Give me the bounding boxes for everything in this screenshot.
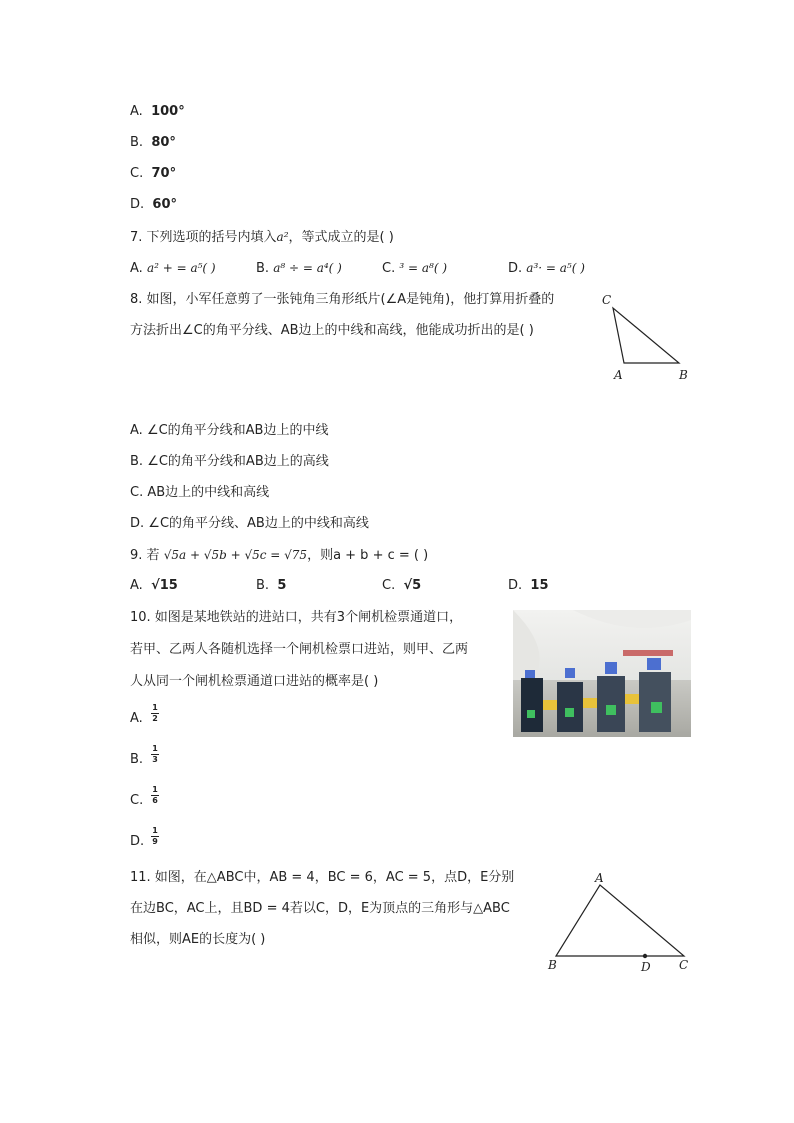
subway-gate-photo bbox=[513, 610, 691, 737]
q8-label-a: A bbox=[614, 368, 623, 382]
q7-stem: 7. 下列选项的括号内填入a²，等式成立的是( ) bbox=[130, 230, 394, 245]
q10-option-a: A. bbox=[130, 711, 143, 726]
q10-stem-line3: 人从同一个闸机检票通道口进站的概率是( ) bbox=[130, 674, 379, 689]
q6-option-b: B. 80° bbox=[130, 135, 176, 150]
q8-option-a: A. ∠C的角平分线和AB边上的中线 bbox=[130, 423, 329, 438]
q10-stem-line1: 10. 如图是某地铁站的进站口，共有3个闸机检票通道口， bbox=[130, 610, 463, 625]
q10-option-a-fraction: 1 2 bbox=[152, 703, 158, 723]
q8-triangle bbox=[613, 308, 679, 363]
q9-option-c: C. √5 bbox=[382, 578, 422, 593]
q10-option-d: D. bbox=[130, 834, 145, 849]
q10-option-c-fraction: 1 6 bbox=[152, 785, 158, 805]
q8-triangle-figure bbox=[596, 290, 696, 382]
q9-option-a: A. √15 bbox=[130, 578, 178, 593]
q11-triangle-figure bbox=[540, 868, 700, 978]
q8-stem-line2: 方法折出∠C的角平分线、AB边上的中线和高线，他能成功折出的是( ) bbox=[130, 323, 534, 338]
q8-option-c: C. AB边上的中线和高线 bbox=[130, 485, 270, 500]
q7-option-d: D. a³· = a⁵( ) bbox=[508, 261, 585, 276]
q6-option-a: A. 100° bbox=[130, 104, 185, 119]
q8-label-c: C bbox=[602, 293, 612, 307]
q10-option-d-fraction: 1 9 bbox=[152, 826, 158, 846]
q8-option-d: D. ∠C的角平分线、AB边上的中线和高线 bbox=[130, 516, 369, 531]
q11-stem-line2: 在边BC，AC上，且BD = 4若以C，D，E为顶点的三角形与△ABC bbox=[130, 901, 510, 916]
q10-stem-line2: 若甲、乙两人各随机选择一个闸机检票口进站，则甲、乙两 bbox=[130, 642, 469, 657]
q11-triangle bbox=[556, 885, 684, 956]
q10-option-b-fraction: 1 3 bbox=[152, 744, 158, 764]
q8-label-b: B bbox=[679, 368, 688, 382]
q6-option-c: C. 70° bbox=[130, 166, 177, 181]
q11-point-d bbox=[643, 954, 647, 958]
q7-option-b: B. a⁸ ÷ = a⁴( ) bbox=[256, 261, 342, 276]
q10-option-b: B. bbox=[130, 752, 144, 767]
q8-stem-line1: 8. 如图，小军任意剪了一张钝角三角形纸片(∠A是钝角)，他打算用折叠的 bbox=[130, 292, 555, 307]
q11-stem-line1: 11. 如图，在△ABC中，AB = 4，BC = 6，AC = 5，点D，E分别 bbox=[130, 870, 515, 885]
q10-option-c: C. bbox=[130, 793, 144, 808]
q6-option-d: D. 60° bbox=[130, 197, 178, 212]
q11-label-b: B bbox=[548, 958, 557, 972]
q11-label-a: A bbox=[595, 871, 604, 885]
q9-option-b: B. 5 bbox=[256, 578, 287, 593]
q11-label-d: D bbox=[641, 960, 651, 974]
q11-stem-line3: 相似，则AE的长度为( ) bbox=[130, 932, 266, 947]
q8-option-b: B. ∠C的角平分线和AB边上的高线 bbox=[130, 454, 329, 469]
q7-option-c: C. ³ = a⁸( ) bbox=[382, 261, 447, 276]
q9-option-d: D. 15 bbox=[508, 578, 549, 593]
q7-option-a: A. a² + = a⁵( ) bbox=[130, 261, 216, 276]
q9-stem: 9. 若 √5a + √5b + √5c = √75，则a + b + c = ( ) bbox=[130, 548, 429, 563]
q11-label-c: C bbox=[679, 958, 689, 972]
